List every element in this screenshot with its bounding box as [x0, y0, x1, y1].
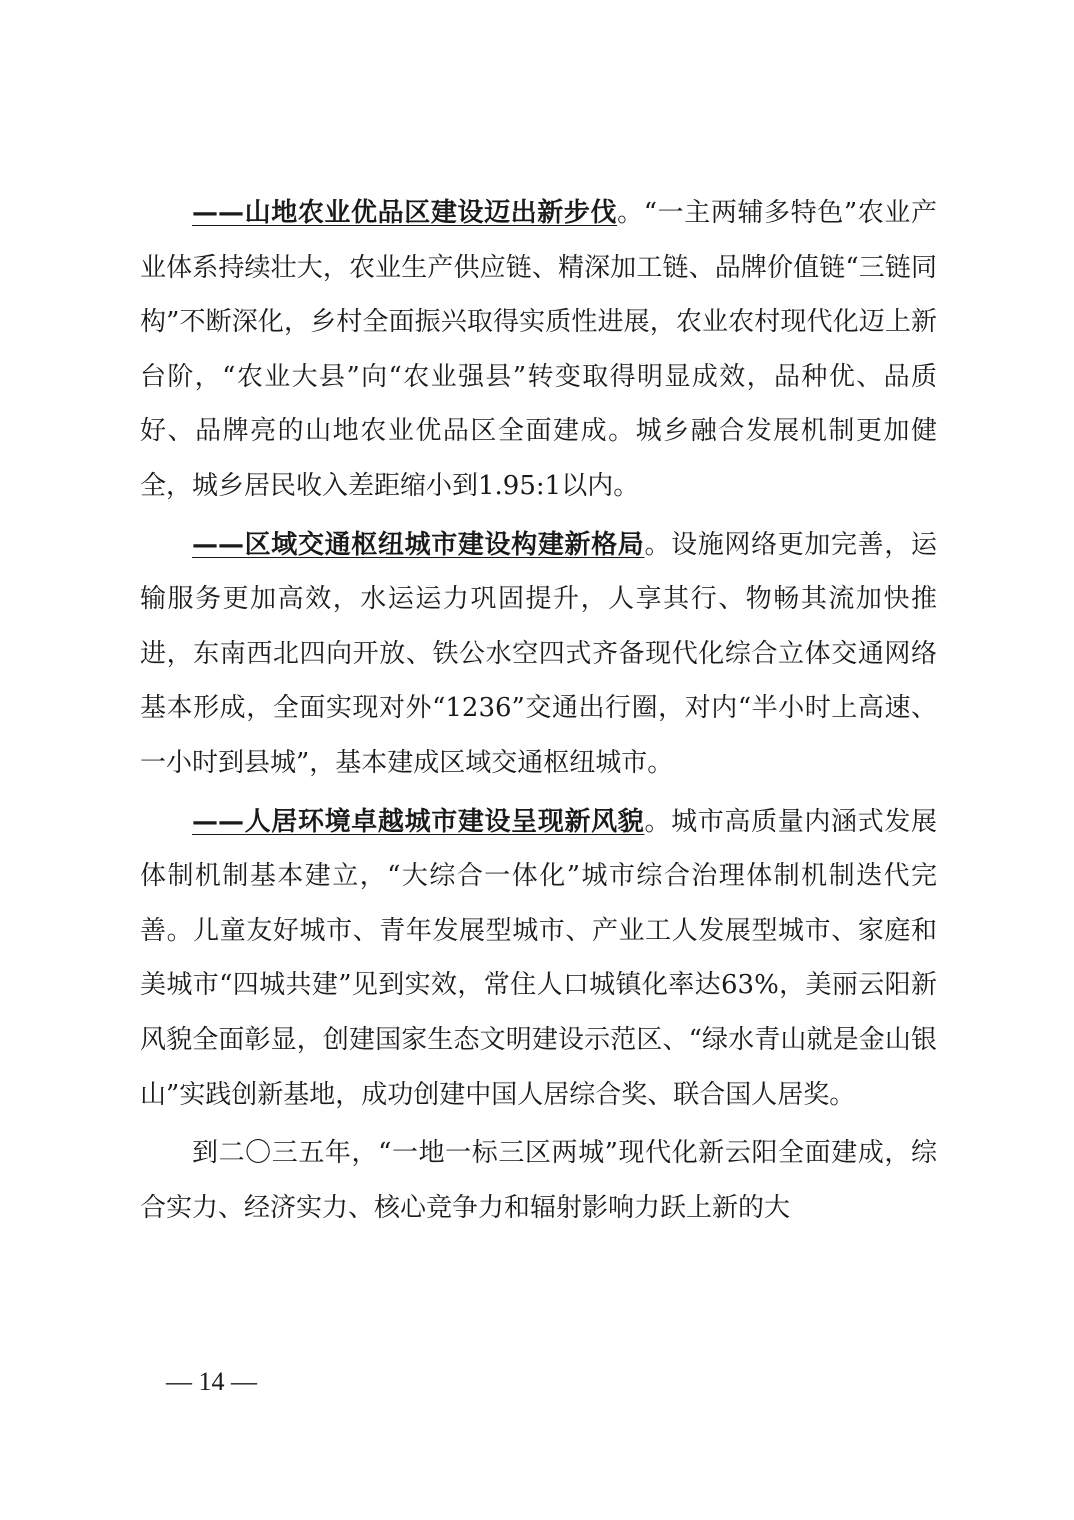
paragraph-text-agriculture: 。“一主两辅多特色”农业产业体系持续壮大，农业生产供应链、精深加工链、品牌价值链“三链同构”不断深化，乡村全面振兴取得实质性进展，农业农村现代化迈上新台阶，“农业大县”向“农业强县”转变取得明显成效，品种优、品质好、品牌亮的山地农业优品区全面建成。城乡融合发展机制更加健全，城乡居民收入差距缩小到1.95:1以内。: [140, 198, 937, 501]
paragraph-lead-transport: ——区域交通枢纽城市建设构建新格局: [192, 529, 645, 560]
paragraph-2035-goal: [140, 1126, 937, 1235]
paragraph-transport: [140, 518, 937, 791]
paragraph-text-living-environment: 。城市高质量内涵式发展体制机制基本建立，“大综合一体化”城市综合治理体制机制迭代完善。儿童友好城市、青年发展型城市、产业工人发展型城市、家庭和美城市“四城共建”见到实效，常住人口城镇化率达63%，美丽云阳新风貌全面彰显，创建国家生态文明建设示范区、“绿水青山就是金山银山”实践创新基地，成功创建中国人居综合奖、联合国人居奖。: [140, 806, 937, 1110]
paragraph-agriculture: [140, 186, 937, 514]
page-number: — 14 —: [166, 1367, 257, 1396]
paragraph-lead-living-environment: ——人居环境卓越城市建设呈现新风貌: [192, 806, 645, 837]
paragraph-living-environment: [140, 795, 937, 1123]
document-body: [140, 186, 937, 1239]
paragraph-lead-agriculture: ——山地农业优品区建设迈出新步伐: [192, 198, 618, 228]
paragraph-text-2035-goal: 到二〇三五年，“一地一标三区两城”现代化新云阳全面建成，综合实力、经济实力、核心竞争力和辐射影响力跃上新的大: [140, 1138, 937, 1223]
paragraph-text-transport: 。设施网络更加完善，运输服务更加高效，水运运力巩固提升，人享其行、物畅其流加快推进，东南西北四向开放、铁公水空四式齐备现代化综合立体交通网络基本形成，全面实现对外“1236”交通出行圈，对内“半小时上高速、一小时到县城”，基本建成区域交通枢纽城市。: [140, 529, 937, 778]
